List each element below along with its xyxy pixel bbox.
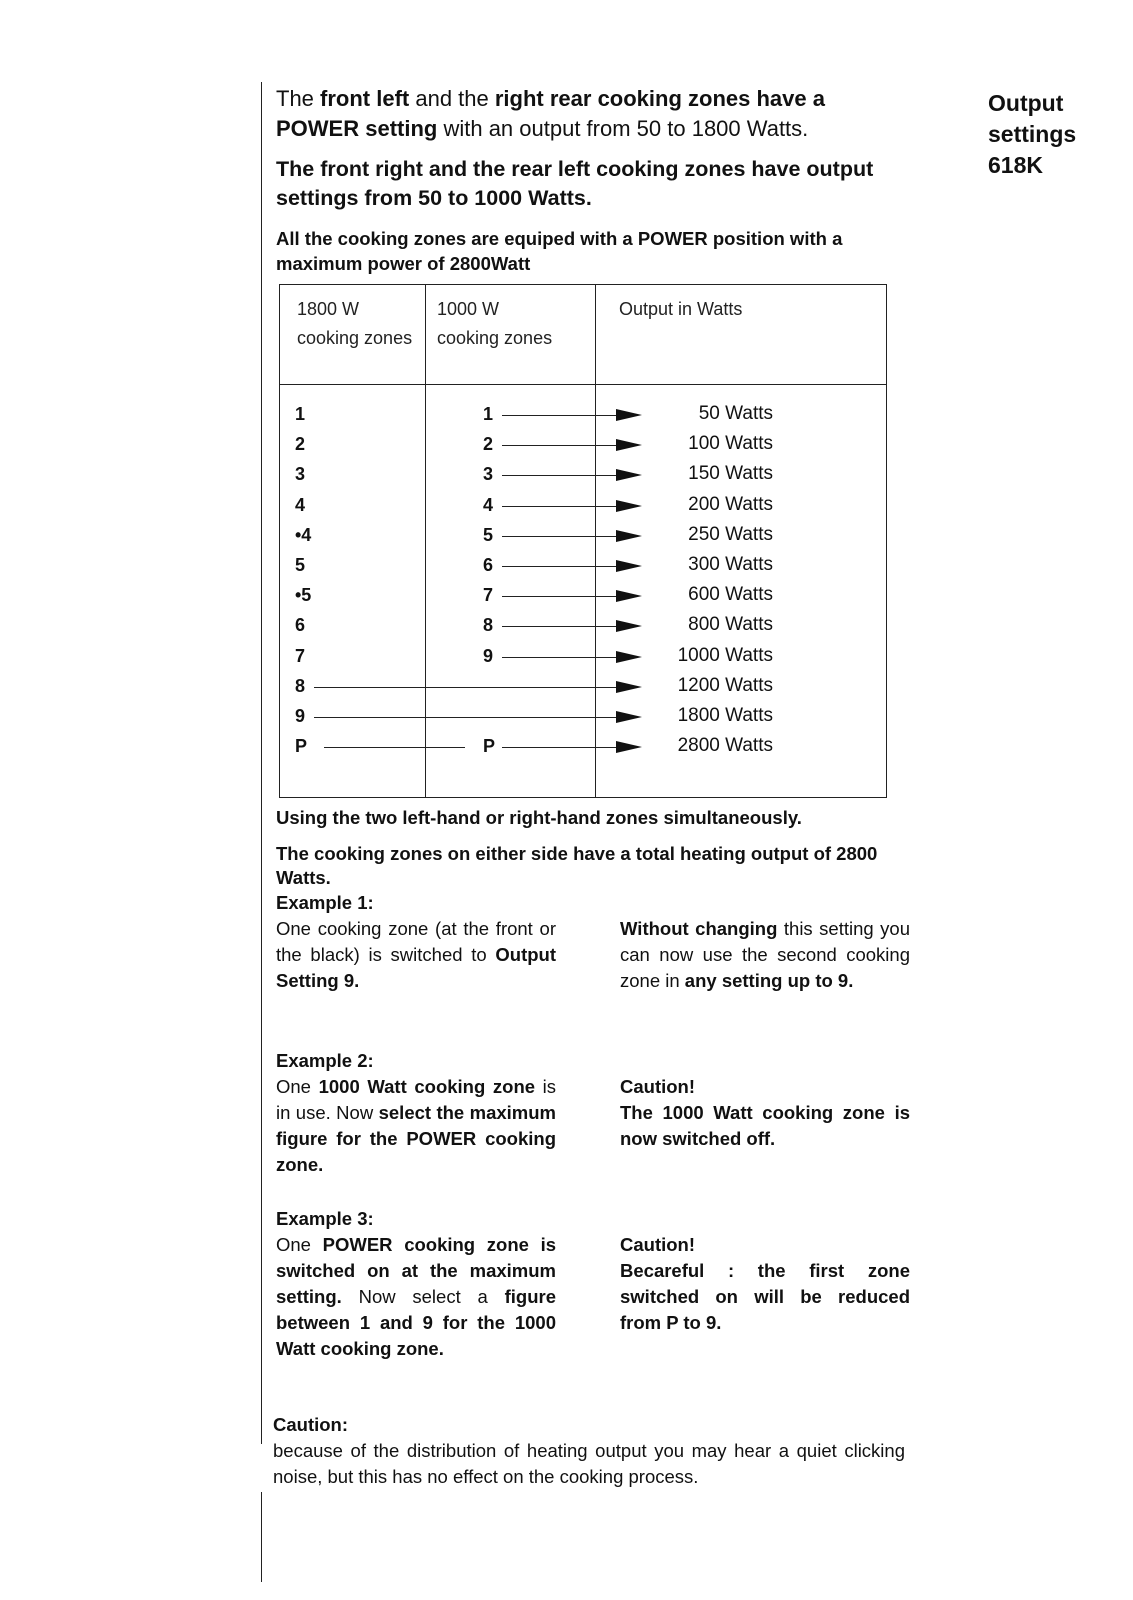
connector-line — [502, 566, 618, 567]
header-1000w: 1000 W cooking zones — [437, 299, 553, 348]
side-heading-line1: Output — [988, 90, 1064, 116]
arrow-head-icon — [616, 560, 642, 572]
setting-1800w: 2 — [295, 434, 306, 455]
arrow-head-icon — [616, 741, 642, 753]
table-row — [280, 399, 888, 429]
output-watts: 100 Watts — [688, 433, 773, 455]
example-2-caution-title: Caution! — [620, 1076, 696, 1097]
example-1-title: Example 1: — [276, 892, 374, 913]
example-3-left: One POWER cooking zone is switched on at the maximum setting. Now select a figure between 1 and 9 for the 1000 Watt cooking zone. — [276, 1234, 556, 1359]
arrow-head-icon — [616, 651, 642, 663]
example-1-left: One cooking zone (at the front or the black) is switched to Output Setting 9. — [276, 918, 556, 991]
setting-1000w: 9 — [483, 645, 494, 666]
table-row — [280, 731, 888, 761]
connector-line — [502, 536, 618, 537]
table-row — [280, 459, 888, 489]
arrow-head-icon — [616, 500, 642, 512]
table-row — [280, 429, 888, 459]
connector-line — [502, 415, 618, 416]
connector-line — [502, 596, 618, 597]
table-row — [280, 580, 888, 610]
output-watts: 50 Watts — [698, 403, 773, 424]
arrow-head-icon — [616, 681, 642, 693]
setting-1000w: 1 — [483, 404, 494, 424]
intro-paragraph-3: All the cooking zones are equiped with a POWER position with a maximum power of 2800Watt — [276, 228, 843, 274]
output-watts: 600 Watts — [688, 584, 773, 606]
setting-1000w: P — [483, 736, 496, 757]
output-watts: 1200 Watts — [677, 674, 773, 696]
setting-1000w: 8 — [483, 615, 494, 636]
simultaneous-text: The cooking zones on either side have a total heating output of 2800 Watts. — [276, 843, 878, 888]
example-3-title: Example 3: — [276, 1208, 374, 1229]
arrow-head-icon — [616, 530, 642, 542]
arrow-head-icon — [616, 469, 642, 481]
margin-rule-bottom — [261, 1492, 262, 1582]
caution-text: because of the distribution of heating output you may hear a quiet clicking noise, but this has no effect on the cooking process. — [273, 1440, 905, 1487]
setting-1800w: 4 — [295, 494, 306, 515]
table-row — [280, 641, 888, 671]
output-watts: 1800 Watts — [677, 705, 773, 726]
setting-1000w: 7 — [483, 585, 494, 606]
example-3-caution-title: Caution! — [620, 1234, 696, 1255]
table-row — [280, 520, 888, 550]
setting-1800w: 1 — [295, 404, 306, 424]
arrow-head-icon — [616, 590, 642, 602]
caution-title: Caution: — [273, 1414, 349, 1435]
arrow-head-icon — [616, 620, 642, 632]
table-row — [280, 671, 888, 701]
connector-line — [502, 747, 618, 748]
example-2-caution-text: The 1000 Watt cooking zone is now switched off. — [620, 1102, 910, 1149]
setting-1800w: 3 — [295, 464, 306, 485]
intro-paragraph-2: The front right and the rear left cooking zones have output settings from 50 to 1000 Watts. — [276, 157, 874, 210]
side-heading — [988, 88, 1118, 181]
setting-1800w: P — [295, 736, 308, 757]
setting-1000w: 4 — [483, 494, 494, 515]
simultaneous-heading: Using the two left-hand or right-hand zones simultaneously. — [276, 807, 802, 828]
side-heading-line3: 618K — [988, 152, 1043, 178]
setting-1000w: 6 — [483, 555, 494, 575]
margin-rule-top — [261, 82, 262, 1444]
connector-line — [502, 626, 618, 627]
side-heading-line2: settings — [988, 121, 1077, 147]
table-row — [280, 701, 888, 731]
setting-1800w: 6 — [295, 615, 306, 636]
output-watts: 2800 Watts — [677, 735, 773, 757]
connector-line — [502, 475, 618, 476]
setting-1000w: 3 — [483, 464, 494, 485]
setting-1800w: 5 — [295, 555, 306, 575]
connector-line — [324, 747, 465, 748]
connector-line — [502, 657, 618, 658]
setting-1800w: •5 — [295, 585, 312, 606]
setting-1800w: •4 — [295, 524, 312, 545]
output-watts: 300 Watts — [688, 554, 773, 575]
output-watts: 1000 Watts — [677, 644, 773, 666]
setting-1800w: 9 — [295, 706, 306, 726]
header-output: Output in Watts — [619, 299, 743, 319]
table-rows — [280, 285, 888, 799]
arrow-head-icon — [616, 409, 642, 421]
output-watts: 250 Watts — [688, 523, 773, 545]
output-watts: 200 Watts — [688, 493, 773, 515]
example-2-left: One 1000 Watt cooking zone is in use. Now select the maximum figure for the POWER cooking zone. — [276, 1076, 557, 1175]
output-settings-table — [279, 284, 887, 798]
example-3-caution-text: Becareful : the first zone switched on will be reduced from P to 9. — [620, 1260, 910, 1333]
connector-line — [314, 687, 618, 688]
connector-line — [502, 506, 618, 507]
connector-line — [502, 445, 618, 446]
table-row — [280, 490, 888, 520]
setting-1000w: 5 — [483, 524, 494, 545]
example-1-right: Without changing this setting you can now use the second cooking zone in any setting up to 9. — [620, 918, 910, 991]
output-watts: 150 Watts — [688, 463, 773, 485]
connector-line — [314, 717, 618, 718]
setting-1000w: 2 — [483, 434, 494, 455]
output-watts: 800 Watts — [688, 614, 773, 636]
intro-paragraph-1: The front left and the right rear cooking zones have a POWER setting with an output from 50 to 1800 Watts. — [276, 86, 825, 141]
arrow-head-icon — [616, 439, 642, 451]
setting-1800w: 7 — [295, 645, 306, 666]
example-2-title: Example 2: — [276, 1050, 374, 1071]
setting-1800w: 8 — [295, 675, 306, 696]
header-1800w: 1800 W cooking zones — [297, 299, 413, 348]
table-row — [280, 610, 888, 640]
table-row — [280, 550, 888, 580]
arrow-head-icon — [616, 711, 642, 723]
